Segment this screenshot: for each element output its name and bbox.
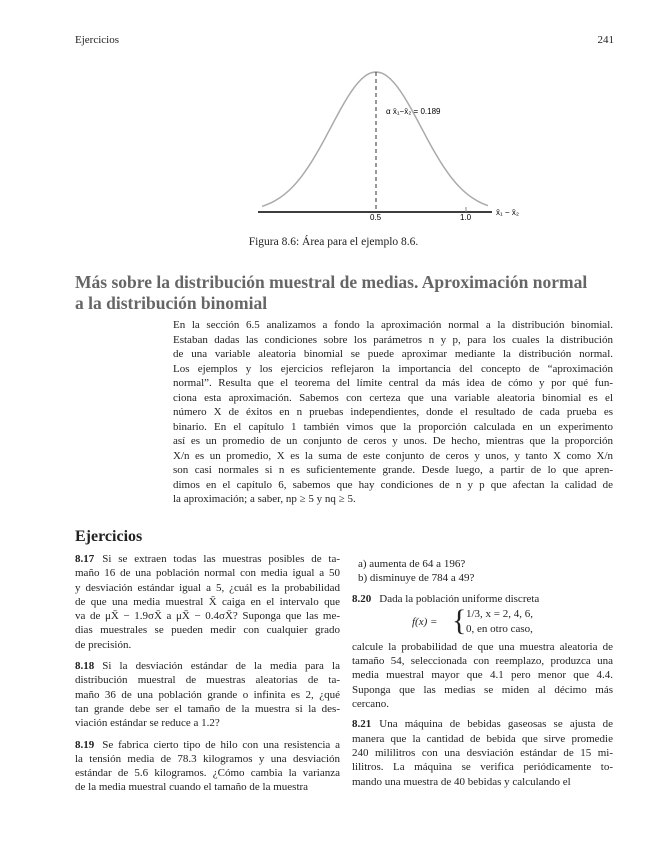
exercise-line: Suponga que las medias se miden al décimo más [352, 683, 613, 696]
exercise-number: 8.20 [352, 592, 372, 605]
paragraph-line: Estaban dadas las condiciones sobre los parámetros n y p, para los cuales la distribución [173, 333, 613, 346]
exercise-8-20-intro [352, 592, 613, 606]
case-2: 0, en otro caso, [466, 622, 533, 635]
exercise-line [352, 717, 613, 731]
exercise-text: Dada la población uniforme discreta [379, 592, 540, 605]
exercise-line: calcule la probabilidad de que una muestra aleatoria de [352, 640, 613, 653]
exercise-line: de la media muestral cuando el tamaño de la muestra [75, 781, 309, 794]
exercise-8-18 [75, 659, 340, 730]
exercise-8-19 [75, 738, 340, 795]
paragraph-line: son casi normales si n es suficientemente grande. Desde luego, a partir de lo que apren- [173, 464, 613, 476]
title-line: Más sobre la distribución muestral de medias. Aproximación normal [75, 272, 588, 292]
exercise-8-17 [75, 552, 340, 652]
paragraph-line: así es un promedio de un conjunto de ceros y unos. De hecho, mientras que la proporción [173, 435, 613, 447]
function-label: f(x) = [412, 615, 438, 628]
exercise-line: cercano. [352, 698, 389, 711]
axis-label: x̄₁ − x̄₂ [496, 208, 519, 217]
exercise-line: de que una media muestral X̄ caiga en el intervalo que [75, 595, 340, 608]
exercise-text: Si la desviación estándar de la media para la [102, 660, 340, 673]
piecewise-function [352, 603, 613, 640]
exercise-line: la tensión media de 78.3 kilogramos y una desviación [75, 752, 340, 765]
tick-label-1-0: 1.0 [460, 213, 472, 222]
paragraph-line: la aproximación; a saber, np ≥ 5 y nq ≥ 5. [173, 493, 356, 505]
paragraph-line: de una variable aleatoria binomial se puede aproximar mediante la distribución normal. [173, 348, 613, 360]
exercise-line [75, 738, 340, 752]
title-line: a la distribución binomial [75, 293, 268, 313]
exercise-8-20-body [352, 640, 613, 711]
exercise-text: Se fabrica cierto tipo de hilo con una resistencia a [102, 738, 340, 751]
section-title [75, 272, 615, 314]
exercises-heading: Ejercicios [75, 528, 143, 545]
left-column [75, 552, 340, 802]
exercise-line: distribución muestral de muestras aleatorias de ta- [75, 674, 340, 687]
exercise-line: 240 mililitros con una desviación estándar de 15 mi- [352, 746, 613, 759]
exercise-line: manera que la cantidad de bebida que sirve promedie [352, 732, 613, 745]
figure-caption: Figura 8.6: Área para el ejemplo 8.6. [248, 236, 419, 248]
exercise-number: 8.17 [75, 553, 95, 565]
exercise-line: tan grande debe ser el tamaño de la muestra si la des- [75, 702, 340, 715]
exercise-line: de precisión. [75, 638, 132, 651]
paragraph-line: ciona esta aproximación. Sabemos con certeza que una variable aleatoria binomial es el [173, 391, 613, 404]
paragraph-line: X/n es un promedio, X es la suma de este conjunto de ceros y unos, y tanto X como X/n [173, 449, 613, 462]
exercise-8-21 [352, 717, 613, 788]
running-header: Ejercicios [75, 34, 119, 46]
tick-label-0-5: 0.5 [370, 213, 382, 222]
intro-paragraph [173, 318, 613, 507]
paragraph-line: número X de éxitos en n pruebas independientes, donde el resultado de cada prueba es [173, 406, 613, 418]
exercise-line: y desviación estándar igual a 5, ¿cuál es la probabilidad [75, 581, 340, 594]
exercise-number: 8.21 [352, 718, 372, 731]
right-column [352, 557, 613, 789]
exercise-line: dias muestrales se pueden medir con cualquier grado [75, 624, 340, 637]
exercise-line: media muestral mayor que 4.1 pero menor que 4.4. [352, 669, 613, 682]
exercise-line [75, 552, 340, 566]
brace: { [452, 603, 467, 637]
sigma-annotation: α x̄₁−x̄₂ = 0.189 [386, 107, 441, 116]
exercise-line: lilitros. La máquina se verifica periódicamente to- [352, 761, 613, 774]
paragraph-line: En la sección 6.5 analizamos a fondo la aproximación normal a la distribución binomial. [173, 319, 613, 331]
paragraph-line: dimos en el capítulo 6, sabemos que hay condiciones de n y p que afectan la calidad de [173, 478, 613, 491]
sub-item-a: a) aumenta de 64 a 196? [358, 558, 466, 570]
exercise-line: va de μX̄ − 1.9σX̄ a μX̄ − 0.4σX̄? Suponga que las me- [75, 610, 340, 623]
exercise-line [75, 659, 340, 673]
exercise-text: Si se extraen todas las muestras posibles de ta- [102, 553, 340, 565]
normal-curve-figure [0, 0, 667, 235]
exercise-number: 8.18 [75, 660, 95, 673]
exercise-line: maño 16 de una población normal con media igual a 50 [75, 567, 340, 580]
page-number: 241 [597, 34, 614, 46]
case-1: 1/3, x = 2, 4, 6, [466, 607, 534, 620]
normal-curve [262, 72, 488, 206]
exercise-line: estándar de 5.6 kilogramos. ¿Cómo cambia la varianza [75, 767, 340, 780]
sub-item-b: b) disminuye de 784 a 49? [358, 572, 475, 585]
paragraph-line: normal”. Resulta que el teorema del límite central da más idea de cómo y por qué fun- [173, 377, 613, 389]
exercise-line: tamaño 54, seleccionada con reemplazo, produzca una [352, 655, 613, 668]
paragraph-line: binario. En el capítulo 1 también vimos que la proporción calculada en un experimento [173, 420, 613, 433]
exercise-line: maño 36 de una población grande o infinita es 2, ¿qué [75, 688, 340, 701]
exercise-text: Una máquina de bebidas gaseosas se ajusta de [379, 718, 613, 731]
paragraph-line: Los ejemplos y los ejercicios reflejaron la importancia del concepto de “aproximación [173, 362, 613, 375]
exercise-line: viación estándar se reduce a 1.2? [75, 717, 220, 730]
exercise-line: mando una muestra de 40 bebidas y calculando el [352, 775, 571, 788]
exercise-number: 8.19 [75, 738, 95, 751]
